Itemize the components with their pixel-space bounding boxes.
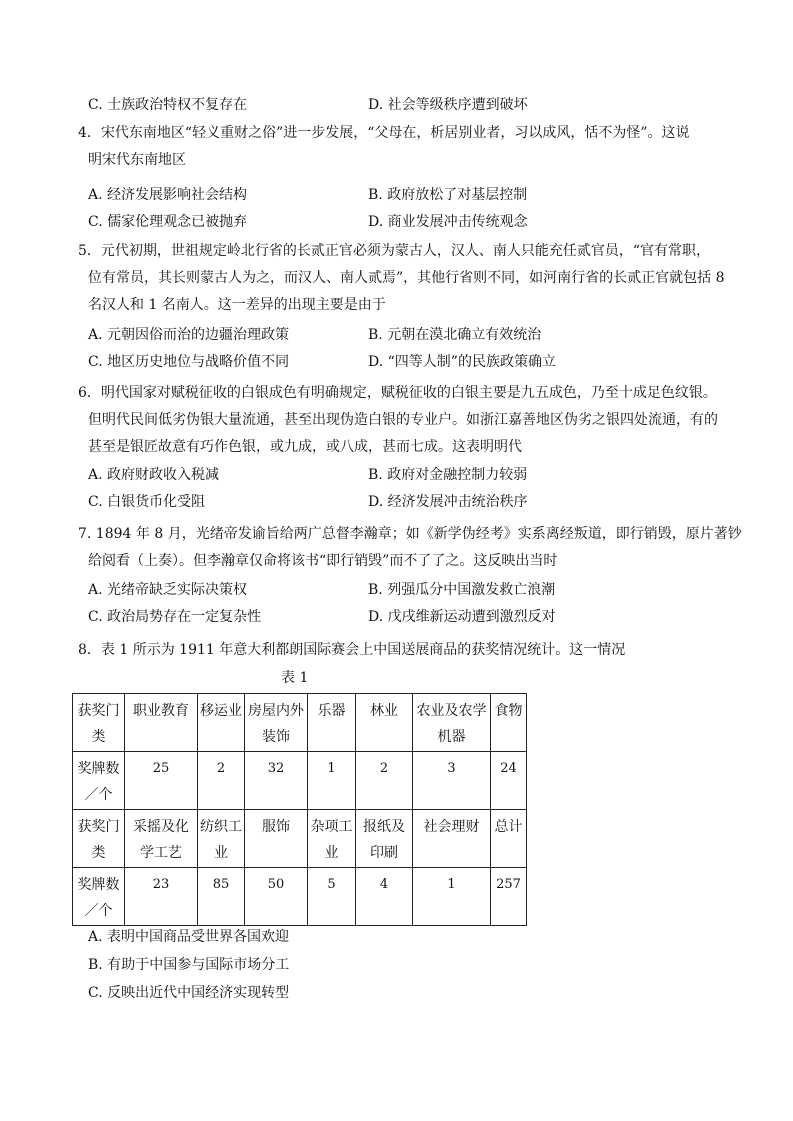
- medal-count-cell: 25: [125, 752, 198, 810]
- category-cell: 杂项工业: [308, 810, 356, 868]
- table-row: [73, 694, 527, 752]
- q4-option-c: C. 儒家伦理观念已被抛弃: [88, 214, 248, 230]
- medal-count-cell: 85: [198, 868, 245, 926]
- q8-option-c: C. 反映出近代中国经济实现转型: [88, 985, 290, 1001]
- category-cell: 房屋内外装饰: [245, 694, 308, 752]
- medal-count-cell: 50: [245, 868, 308, 926]
- q4-option-d: D. 商业发展冲击传统观念: [368, 214, 528, 230]
- q6-stem-line3: 甚至是银匠故意有巧作色银，或九成，或八成，甚而七成。这表明明代: [88, 439, 522, 455]
- q7-option-b: B. 列强瓜分中国激发救亡浪潮: [368, 582, 556, 598]
- q6-stem-line2: 但明代民间低劣伪银大量流通，甚至出现伪造白银的专业户。如浙江嘉善地区伪劣之银四处流通，有的: [88, 412, 718, 428]
- category-cell: 纺织工业: [198, 810, 245, 868]
- medal-count-cell: 5: [308, 868, 356, 926]
- table-row: [73, 868, 527, 926]
- q7-option-c: C. 政治局势存在一定复杂性: [88, 609, 262, 625]
- row-header-category: 获奖门类: [73, 694, 125, 752]
- category-cell: 林业: [356, 694, 413, 752]
- row-header-count: 奖牌数／个: [73, 868, 125, 926]
- table-caption: 表 1: [281, 670, 309, 686]
- q6-option-c: C. 白银货币化受阻: [88, 494, 206, 510]
- category-cell: 报纸及印刷: [356, 810, 413, 868]
- q6-option-b: B. 政府对金融控制力较弱: [368, 467, 528, 483]
- category-cell: 食物: [491, 694, 527, 752]
- row-header-count: 奖牌数／个: [73, 752, 125, 810]
- category-cell: 社会理财: [413, 810, 491, 868]
- q5-stem-line1: 5．元代初期，世祖规定岭北行省的长贰正官必须为蒙古人，汉人、南人只能充任贰官员，“官有常职，: [78, 243, 711, 259]
- q4-stem-line2: 明宋代东南地区: [88, 152, 186, 168]
- row-header-category: 获奖门类: [73, 810, 125, 868]
- medal-count-cell: 1: [413, 868, 491, 926]
- q8-stem: 8．表 1 所示为 1911 年意大利都朗国际赛会上中国送展商品的获奖情况统计。这一情况: [78, 642, 626, 658]
- medal-count-cell: 4: [356, 868, 413, 926]
- table-row: [73, 810, 527, 868]
- medal-count-cell: 1: [308, 752, 356, 810]
- q6-option-d: D. 经济发展冲击统治秩序: [368, 494, 528, 510]
- q5-stem-line2: 位有常员，其长则蒙古人为之，而汉人、南人贰焉”，其他行省则不同，如河南行省的长贰正官就包括 8: [88, 270, 725, 286]
- q7-stem-line2: 给阅看（上奏）。但李瀚章仅命将该书“即行销毁”而不了了之。这反映出当时: [88, 553, 558, 569]
- medal-count-cell: 257: [491, 868, 527, 926]
- category-cell: 职业教育: [125, 694, 198, 752]
- q3-option-d: D. 社会等级秩序遭到破坏: [368, 97, 528, 113]
- q4-option-a: A. 经济发展影响社会结构: [88, 187, 248, 203]
- q3-option-c: C. 士族政治特权不复存在: [88, 97, 248, 113]
- q5-option-c: C. 地区历史地位与战略价值不同: [88, 354, 290, 370]
- q8-option-b: B. 有助于中国参与国际市场分工: [88, 957, 290, 973]
- q5-option-a: A. 元朝因俗而治的边疆治理政策: [88, 327, 290, 343]
- category-cell: 采摇及化学工艺: [125, 810, 198, 868]
- q4-option-b: B. 政府放松了对基层控制: [368, 187, 528, 203]
- medal-count-cell: 23: [125, 868, 198, 926]
- award-table: [72, 693, 527, 926]
- q5-option-b: B. 元朝在漠北确立有效统治: [368, 327, 542, 343]
- medal-count-cell: 2: [356, 752, 413, 810]
- q5-stem-line3: 名汉人和 1 名南人。这一差异的出现主要是由于: [88, 297, 386, 313]
- medal-count-cell: 3: [413, 752, 491, 810]
- category-cell: 移运业: [198, 694, 245, 752]
- q7-option-d: D. 戊戌维新运动遭到激烈反对: [368, 609, 556, 625]
- category-cell: 乐器: [308, 694, 356, 752]
- category-cell: 农业及农学机器: [413, 694, 491, 752]
- q7-stem-line1: 7. 1894 年 8 月，光绪帝发谕旨给两广总督李瀚章；如《新学伪经考》实系离经叛道，即行销毁，原片著钞: [78, 526, 742, 542]
- medal-count-cell: 2: [198, 752, 245, 810]
- table-row: [73, 752, 527, 810]
- q5-option-d: D. “四等人制”的民族政策确立: [368, 354, 556, 370]
- medal-count-cell: 32: [245, 752, 308, 810]
- category-cell: 服饰: [245, 810, 308, 868]
- q7-option-a: A. 光绪帝缺乏实际决策权: [88, 582, 248, 598]
- medal-count-cell: 24: [491, 752, 527, 810]
- category-cell: 总计: [491, 810, 527, 868]
- q6-stem-line1: 6．明代国家对赋税征收的白银成色有明确规定，赋税征收的白银主要是九五成色，乃至十成足色纹银。: [78, 385, 717, 401]
- q4-stem-line1: 4．宋代东南地区“轻义重财之俗”进一步发展，“父母在，析居别业者，习以成风，恬不为怪”。这说: [78, 125, 690, 141]
- q6-option-a: A. 政府财政收入税减: [88, 467, 220, 483]
- q8-option-a: A. 表明中国商品受世界各国欢迎: [88, 929, 290, 945]
